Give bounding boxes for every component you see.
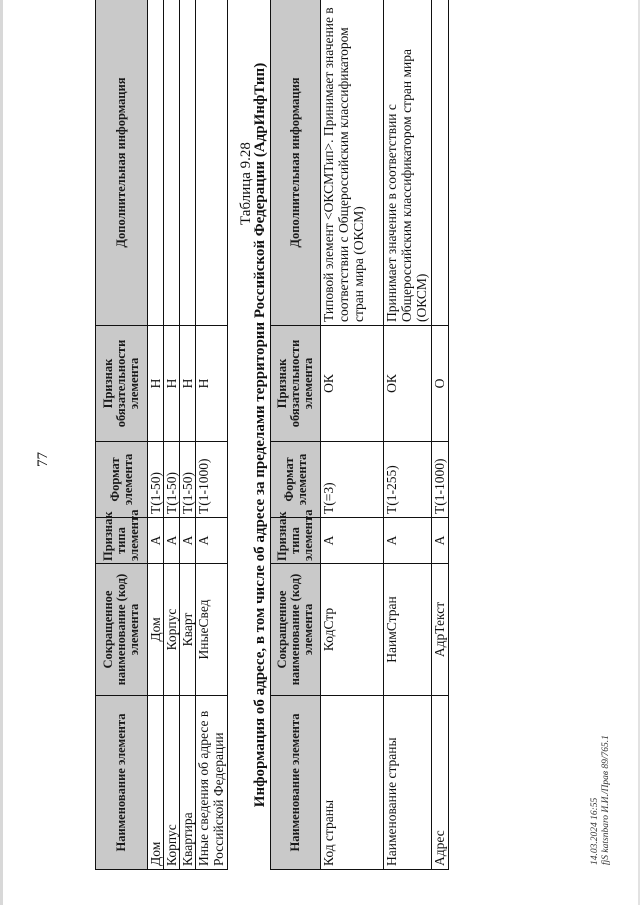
cell-code: Корпус xyxy=(164,564,180,696)
header-element-name: Наименование элемента xyxy=(271,696,321,870)
cell-info xyxy=(164,0,180,326)
cell-name: Иные сведения об адресе в Российской Федерации xyxy=(196,696,228,870)
cell-format: T(1-50) xyxy=(164,442,180,518)
cell-type: А xyxy=(180,518,196,564)
cell-code: КодСтр xyxy=(321,564,384,696)
cell-mandatory: ОК xyxy=(384,326,432,442)
cell-mandatory: Н xyxy=(164,326,180,442)
header-element-code: Сокращенное наименование (код) элемента xyxy=(271,564,321,696)
cell-type: А xyxy=(164,518,180,564)
address-info-table xyxy=(270,0,449,870)
table-row xyxy=(321,0,384,870)
cell-info xyxy=(180,0,196,326)
cell-code: Дом xyxy=(148,564,164,696)
table-row xyxy=(432,0,449,870)
cell-code: НаимСтран xyxy=(384,564,432,696)
cell-format: T(1-1000) xyxy=(432,442,449,518)
cell-code: Кварт xyxy=(180,564,196,696)
cell-format: T(1-50) xyxy=(180,442,196,518)
table-row xyxy=(148,0,164,870)
header-element-name: Наименование элемента xyxy=(96,696,148,870)
header-element-mandatory: Признак обязательности элемента xyxy=(96,326,148,442)
cell-info: Принимает значение в соответствии с Общероссийским классификатором стран мира (ОКСМ) xyxy=(384,0,432,326)
cell-format: T(=3) xyxy=(321,442,384,518)
cell-type: А xyxy=(432,518,449,564)
table-row xyxy=(164,0,180,870)
cell-format: T(1-255) xyxy=(384,442,432,518)
table-header-row xyxy=(271,0,321,870)
table-caption: Таблица 9.28 xyxy=(238,142,254,225)
cell-code: АдрТекст xyxy=(432,564,449,696)
cell-name: Адрес xyxy=(432,696,449,870)
cell-code: ИныеСвед xyxy=(196,564,228,696)
header-element-format: Формат элемента xyxy=(96,442,148,518)
cell-name: Код страны xyxy=(321,696,384,870)
stamp-signer: fjS katsnbaro И.И./Прав 89/765.1 xyxy=(601,735,611,865)
table-row xyxy=(180,0,196,870)
cell-type: А xyxy=(196,518,228,564)
cell-mandatory: Н xyxy=(180,326,196,442)
header-element-type: Признак типа элемента xyxy=(96,518,148,564)
cell-name: Наименование страны xyxy=(384,696,432,870)
header-additional-info: Дополнительная информация xyxy=(96,0,148,326)
header-element-mandatory: Признак обязательности элемента xyxy=(271,326,321,442)
elements-table-continued xyxy=(95,0,228,870)
cell-info xyxy=(432,0,449,326)
cell-format: T(1-1000) xyxy=(196,442,228,518)
cell-info xyxy=(196,0,228,326)
cell-name: Корпус xyxy=(164,696,180,870)
header-element-format: Формат элемента xyxy=(271,442,321,518)
cell-mandatory: Н xyxy=(148,326,164,442)
cell-type: А xyxy=(148,518,164,564)
table-row xyxy=(384,0,432,870)
cell-mandatory: Н xyxy=(196,326,228,442)
table-title: Информация об адресе, в том числе об адресе за пределами территории Российской Федерации (АдрИнфТип) xyxy=(252,62,268,808)
cell-info: Типовой элемент <ОКСМТип>. Принимает значение в соответствии с Общероссийским классификатором стран мира (ОКСМ) xyxy=(321,0,384,326)
cell-type: А xyxy=(384,518,432,564)
page-number: 77 xyxy=(35,452,51,467)
header-additional-info: Дополнительная информация xyxy=(271,0,321,326)
cell-mandatory: О xyxy=(432,326,449,442)
cell-type: А xyxy=(321,518,384,564)
table-header-row xyxy=(96,0,148,870)
cell-info xyxy=(148,0,164,326)
cell-format: T(1-50) xyxy=(148,442,164,518)
cell-name: Дом xyxy=(148,696,164,870)
table-row xyxy=(196,0,228,870)
signature-stamp xyxy=(590,735,612,865)
header-element-type: Признак типа элемента xyxy=(271,518,321,564)
cell-name: Квартира xyxy=(180,696,196,870)
cell-mandatory: ОК xyxy=(321,326,384,442)
header-element-code: Сокращенное наименование (код) элемента xyxy=(96,564,148,696)
stamp-date: 14.03.2024 16:55 xyxy=(590,797,600,865)
